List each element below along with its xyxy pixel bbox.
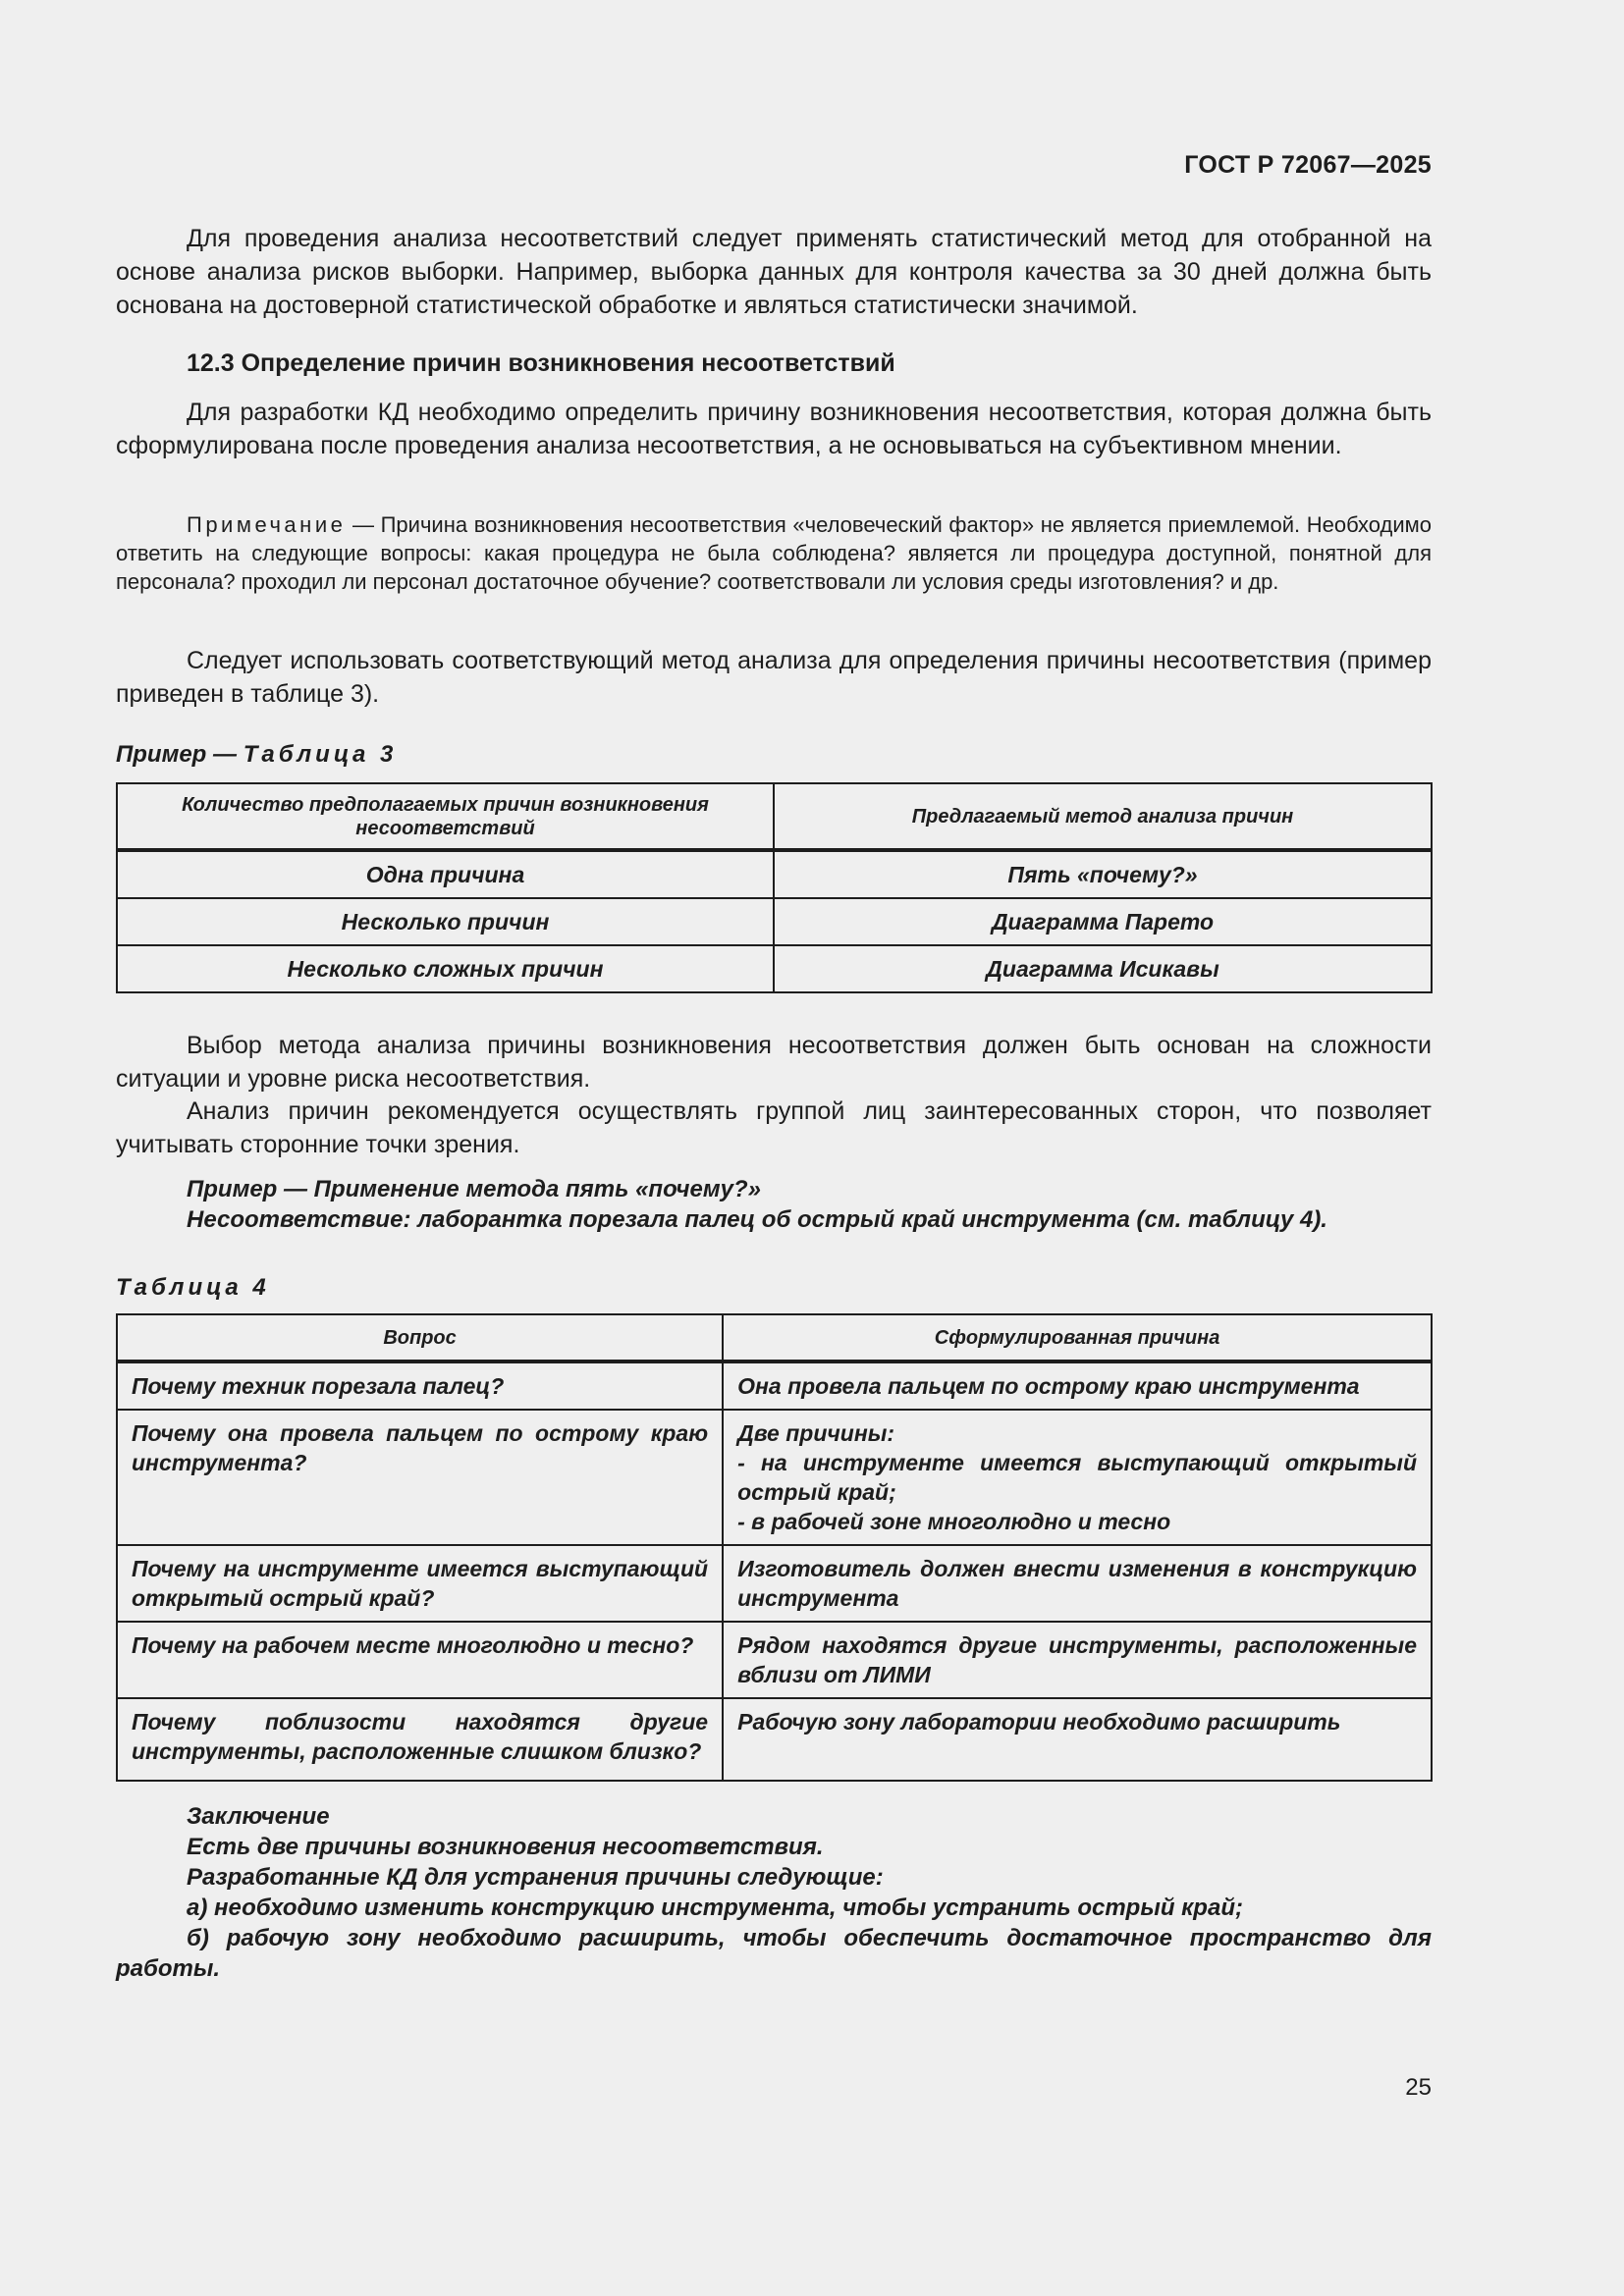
table-3	[116, 782, 1433, 993]
table4-answer	[723, 1698, 1432, 1781]
conclusion-line: а) необходимо изменить конструкцию инструмента, чтобы устранить острый край;	[187, 1895, 1243, 1921]
table3-header-causes: Количество предполагаемых причин возникновения несоответствий	[117, 783, 774, 850]
note-paragraph	[116, 510, 1432, 596]
table3-cell: Диаграмма Исикавы	[774, 945, 1432, 992]
table4-header-cause: Сформулированная причина	[723, 1314, 1432, 1362]
table3-cell: Несколько причин	[117, 898, 774, 945]
section-heading: 12.3 Определение причин возникновения несоответствий	[187, 349, 895, 377]
table3-header-method: Предлагаемый метод анализа причин	[774, 783, 1432, 850]
conclusion-line: б) рабочую зону необходимо расширить, чтобы обеспечить достаточное пространство для работы.	[116, 1925, 1432, 1982]
section-paragraph-1: Для разработки КД необходимо определить причину возникновения несоответствия, которая должна быть сформулирована после проведения анализа несоответствия, а не основываться на субъективном мнении.	[116, 399, 1432, 459]
table3-cell: Диаграмма Парето	[774, 898, 1432, 945]
note-text: — Причина возникновения несоответствия «человеческий фактор» не является приемлемой. Необходимо ответить на следующие вопросы: какая процедура не была соблюдена? является ли процедура доступной, понятной для персонала? проходил ли персонал достаточное обучение? соответствовали ли условия среды изготовления? и др.	[116, 512, 1432, 594]
conclusion-title: Заключение	[187, 1803, 330, 1830]
table4-question: Почему на инструменте имеется выступающий открытый острый край?	[117, 1545, 723, 1622]
answer-line: - на инструменте имеется выступающий открытый острый край;	[737, 1450, 1417, 1505]
table-4	[116, 1313, 1433, 1782]
example-title: Пример — Применение метода пять «почему?»	[187, 1176, 761, 1202]
table4-question: Почему она провела пальцем по острому краю инструмента?	[117, 1410, 723, 1545]
page-number: 25	[1405, 2074, 1432, 2101]
table3-caption-label: Таблица 3	[243, 741, 398, 768]
table4-answer	[723, 1410, 1432, 1545]
after-table3-paragraph-1: Выбор метода анализа причины возникновения несоответствия должен быть основан на сложности ситуации и уровне риска несоответствия.	[116, 1032, 1432, 1093]
conclusion-line: Есть две причины возникновения несоответствия.	[187, 1834, 824, 1860]
table3-caption	[116, 741, 397, 769]
table4-question: Почему поблизости находятся другие инструменты, расположенные слишком близко?	[117, 1698, 723, 1781]
table4-question: Почему на рабочем месте многолюдно и тесно?	[117, 1622, 723, 1698]
table3-cell: Одна причина	[117, 850, 774, 898]
answer-line: Рабочую зону лаборатории необходимо расширить	[737, 1709, 1341, 1735]
conclusion-line: Разработанные КД для устранения причины следующие:	[187, 1864, 884, 1891]
document-code: ГОСТ Р 72067—2025	[1184, 151, 1432, 179]
answer-line: Она провела пальцем по острому краю инструмента	[737, 1373, 1360, 1399]
note-label: Примечание	[187, 512, 347, 537]
table4-answer	[723, 1362, 1432, 1410]
table4-question: Почему техник порезала палец?	[117, 1362, 723, 1410]
table4-header-question: Вопрос	[117, 1314, 723, 1362]
table3-cell: Пять «почему?»	[774, 850, 1432, 898]
table4-caption	[116, 1274, 270, 1302]
answer-line: Рядом находятся другие инструменты, расположенные вблизи от ЛИМИ	[737, 1632, 1417, 1687]
example-text: Несоответствие: лаборантка порезала палец об острый край инструмента (см. таблицу 4).	[187, 1206, 1327, 1233]
after-table3-paragraph-2: Анализ причин рекомендуется осуществлять группой лиц заинтересованных сторон, что позволяет учитывать сторонние точки зрения.	[116, 1097, 1432, 1158]
table3-cell: Несколько сложных причин	[117, 945, 774, 992]
conclusion-block	[116, 1801, 1432, 1984]
answer-line: Две причины:	[737, 1420, 895, 1446]
table3-caption-prefix: Пример —	[116, 741, 244, 768]
table4-answer	[723, 1622, 1432, 1698]
table4-answer	[723, 1545, 1432, 1622]
intro-paragraph: Для проведения анализа несоответствий следует применять статистический метод для отобранной на основе анализа рисков выборки. Например, выборка данных для контроля качества за 30 дней должна быть основана на достоверной статистической обработке и являться статистически значимой.	[116, 225, 1432, 319]
section-paragraph-2: Следует использовать соответствующий метод анализа для определения причины несоответствия (пример приведен в таблице 3).	[116, 647, 1432, 708]
example-block	[116, 1174, 1432, 1235]
answer-line: - в рабочей зоне многолюдно и тесно	[737, 1509, 1171, 1534]
answer-line: Изготовитель должен внести изменения в конструкцию инструмента	[737, 1556, 1417, 1611]
table4-caption-label: Таблица 4	[116, 1274, 270, 1301]
